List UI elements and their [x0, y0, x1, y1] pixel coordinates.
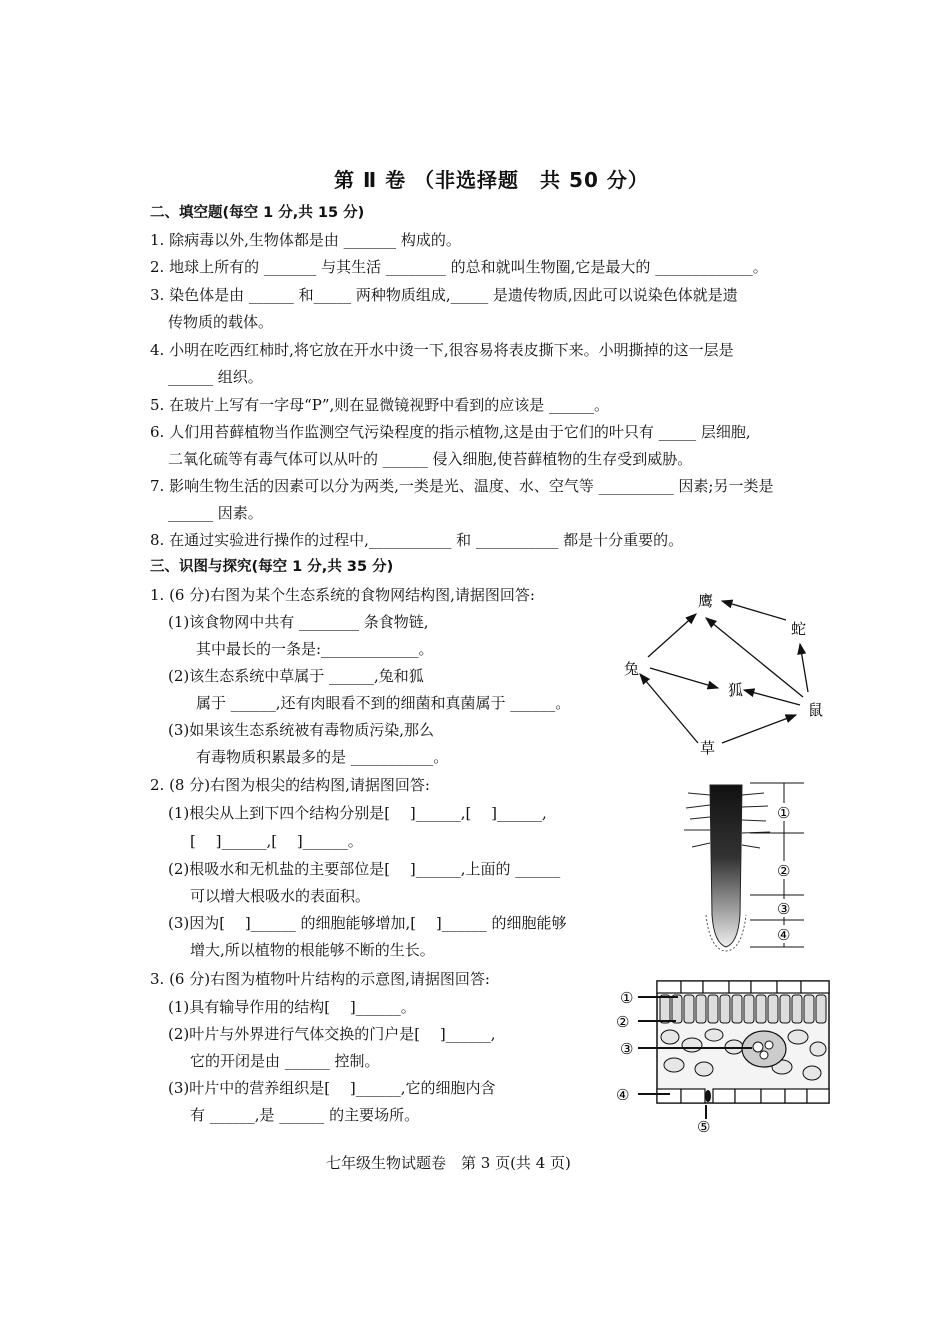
page-title: 第 Ⅱ 卷 （非选择题 共 50 分） — [334, 168, 649, 192]
leaf-structure-diagram — [612, 975, 837, 1135]
node-mouse: 鼠 — [808, 701, 824, 719]
question-3-2-c-cont: 增大,所以植物的根能够不断的生长。 — [190, 941, 435, 959]
lower-epidermis — [657, 1089, 829, 1103]
question-2-6: 6. 人们用苔藓植物当作监测空气污染程度的指示植物,这是由于它们的叶只有 _____ 层细胞, — [150, 423, 751, 441]
question-3-2-a: (1)根尖从上到下四个结构分别是[ ]______,[ ]______, — [168, 804, 547, 822]
question-3-3-c: (3)叶片中的营养组织是[ ]______,它的细胞内含 — [168, 1079, 496, 1097]
arrow-snake-eagle — [722, 601, 786, 620]
page-footer: 七年级生物试题卷 第 3 页(共 4 页) — [326, 1154, 571, 1172]
question-3-3-b: (2)叶片与外界进行气体交换的门户是[ ]______, — [168, 1025, 496, 1043]
question-3-3: 3. (6 分)右图为植物叶片结构的示意图,请据图回答: — [150, 970, 490, 988]
leaf-label-4: ④ — [616, 1086, 630, 1104]
question-3-1-c-cont: 有毒物质积累最多的是 ___________。 — [196, 748, 449, 766]
leaf-label-5: ⑤ — [697, 1118, 711, 1135]
question-3-1: 1. (6 分)右图为某个生态系统的食物网结构图,请据图回答: — [150, 586, 535, 604]
root-label-3: ③ — [777, 900, 791, 918]
root-label-2: ② — [777, 862, 791, 880]
arrow-mouse-snake — [800, 644, 808, 692]
leaf-label-2: ② — [616, 1013, 630, 1031]
leaf-label-1: ① — [620, 989, 634, 1007]
question-2-6-cont: 二氧化硫等有毒气体可以从叶的 ______ 侵入细胞,使苔藓植物的生存受到威胁。 — [168, 450, 693, 468]
food-web-diagram — [610, 580, 850, 770]
question-2-4: 4. 小明在吃西红柿时,将它放在开水中烫一下,很容易将表皮撕下来。小明撕掉的这一层是 — [150, 341, 734, 359]
question-3-2: 2. (8 分)右图为根尖的结构图,请据图回答: — [150, 776, 430, 794]
question-2-5: 5. 在玻片上写有一字母“P”,则在显微镜视野中看到的应该是 ______。 — [150, 396, 610, 414]
arrow-mouse-fox — [744, 690, 800, 705]
question-2-7: 7. 影响生物生活的因素可以分为两类,一类是光、温度、水、空气等 __________ 因素;另一类是 — [150, 477, 774, 495]
arrow-grass-mouse — [722, 715, 796, 743]
question-3-3-b-cont: 它的开闭是由 ______ 控制。 — [190, 1052, 380, 1070]
question-3-2-a-cont: [ ]______,[ ]______。 — [190, 832, 363, 850]
question-2-2: 2. 地球上所有的 _______ 与其生活 ________ 的总和就叫生物圈,它是最大的 _____________。 — [150, 258, 768, 276]
upper-epidermis — [657, 981, 829, 993]
question-2-3: 3. 染色体是由 ______ 和_____ 两种物质组成,_____ 是遗传物质,因此可以说染色体就是遗 — [150, 286, 738, 304]
question-3-1-a: (1)该食物网中共有 ________ 条食物链, — [168, 613, 429, 631]
question-2-7-cont: ______ 因素。 — [168, 504, 263, 522]
node-grass: 草 — [700, 739, 716, 757]
question-3-3-c-cont: 有 ______,是 ______ 的主要场所。 — [190, 1106, 420, 1124]
arrow-mouse-eagle — [706, 618, 803, 697]
node-fox: 狐 — [728, 681, 744, 699]
question-2-4-cont: ______ 组织。 — [168, 368, 263, 386]
question-3-3-a: (1)具有输导作用的结构[ ]______。 — [168, 998, 416, 1016]
node-snake: 蛇 — [791, 620, 807, 638]
stoma — [705, 1090, 711, 1102]
root-body — [710, 785, 742, 947]
question-3-1-b: (2)该生态系统中草属于 ______,兔和狐 — [168, 667, 424, 685]
question-2-1: 1. 除病毒以外,生物体都是由 _______ 构成的。 — [150, 231, 461, 249]
question-3-1-c: (3)如果该生态系统被有毒物质污染,那么 — [168, 721, 435, 739]
question-2-8: 8. 在通过实验进行操作的过程中,___________ 和 ___________ 都是十分重要的。 — [150, 531, 684, 549]
section-3-heading: 三、识图与探究(每空 1 分,共 35 分) — [150, 559, 394, 575]
root-tip-diagram — [680, 775, 840, 955]
leaf-label-3: ③ — [620, 1040, 634, 1058]
arrow-rabbit-eagle — [648, 614, 696, 657]
question-3-1-b-cont: 属于 ______,还有肉眼看不到的细菌和真菌属于 ______。 — [196, 694, 571, 712]
question-3-1-a-cont: 其中最长的一条是:_____________。 — [196, 640, 434, 658]
node-eagle: 鹰 — [698, 592, 714, 610]
arrow-rabbit-fox — [650, 668, 718, 688]
root-label-4: ④ — [777, 926, 791, 944]
question-3-2-b-cont: 可以增大根吸水的表面积。 — [190, 887, 371, 905]
node-rabbit: 兔 — [624, 660, 640, 678]
root-label-1: ① — [777, 804, 791, 822]
question-2-3-cont: 传物质的载体。 — [168, 313, 274, 331]
arrow-grass-rabbit — [640, 674, 698, 743]
question-3-2-c: (3)因为[ ]______ 的细胞能够增加,[ ]______ 的细胞能够 — [168, 914, 567, 932]
question-3-2-b: (2)根吸水和无机盐的主要部位是[ ]______,上面的 ______ — [168, 860, 561, 878]
section-2-heading: 二、填空题(每空 1 分,共 15 分) — [150, 205, 365, 221]
